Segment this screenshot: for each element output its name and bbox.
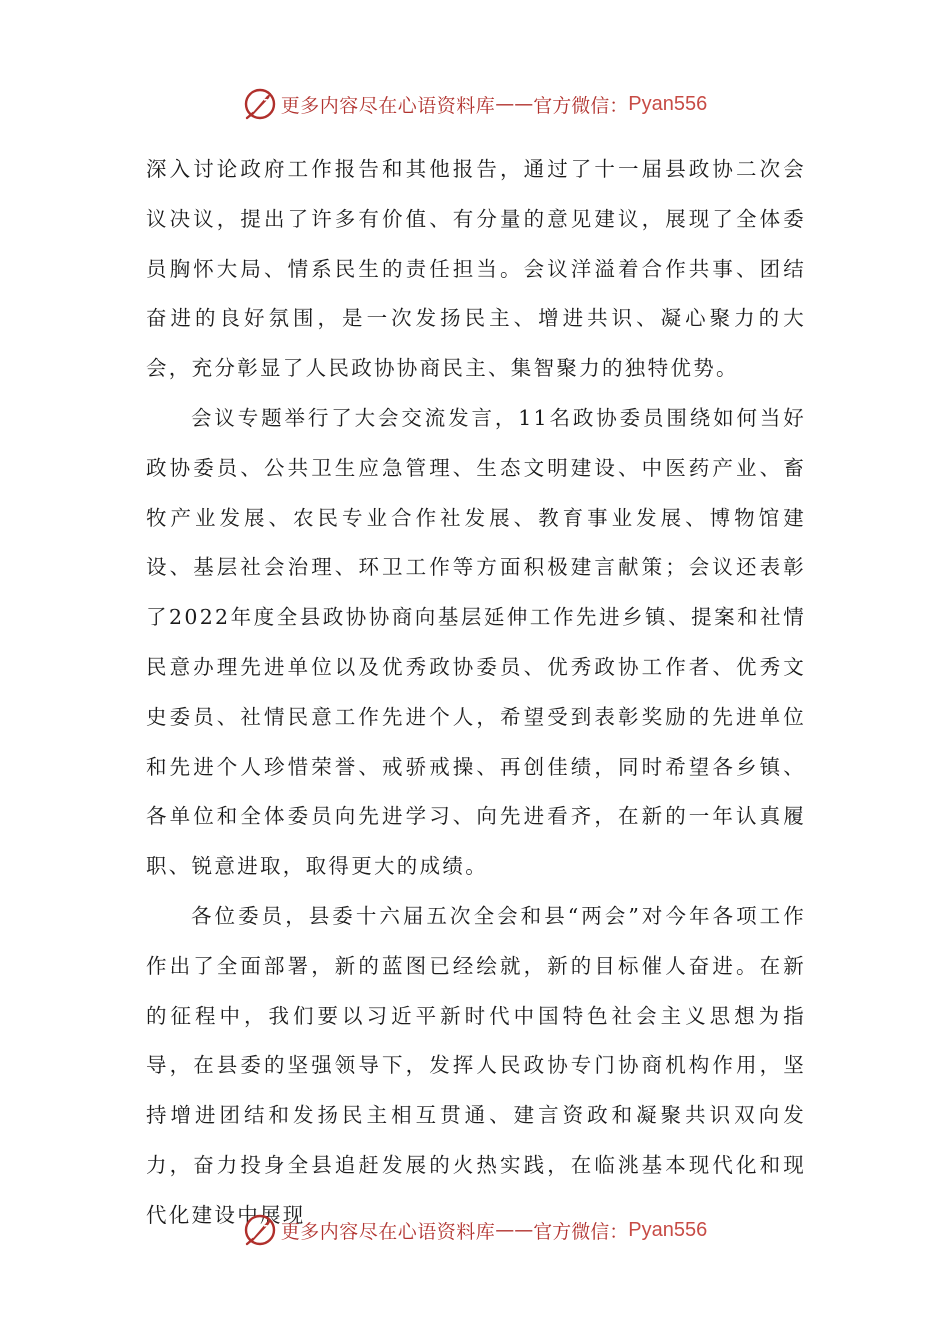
footer-banner — [0, 1210, 950, 1250]
header-wechat-label: 官方微信： — [533, 94, 629, 117]
quill-logo-icon — [243, 1213, 277, 1247]
header-brand-text: 更多内容尽在心语资料库 — [280, 94, 496, 117]
paragraph-2: 会议专题举行了大会交流发言，11名政协委员围绕如何当好政协委员、公共卫生应急管理、生态文明建设、中医药产业、畜牧产业发展、农民专业合作社发展、教育事业发展、博物馆建设、基层社会治理、环卫工作等方面积极建言献策；会议还表彰了2022年度全县政协协商向基层延伸工作先进乡镇、提案和社情民意办理先进单位以及优秀政协委员、优秀政协工作者、优秀文史委员、社情民意工作先进个人，希望受到表彰奖励的先进单位和先进个人珍惜荣誉、戒骄戒操、再创佳绩，同时希望各乡镇、各单位和全体委员向先进学习、向先进看齐，在新的一年认真履职、锐意进取，取得更大的成绩。 — [146, 405, 806, 879]
paragraph-3: 各位委员，县委十六届五次全会和县“两会”对今年各项工作作出了全面部署，新的蓝图已经绘就，新的目标催人奋进。在新的征程中，我们要以习近平新时代中国特色社会主义思想为指导，在县委的坚强领导下，发挥人民政协专门协商机构作用，坚持增进团结和发扬民主相互贯通、建言资政和凝聚共识双向发力，奋力投身全县追赶发展的火热实践，在临洮基本现代化和现代化建设中展现 — [146, 903, 806, 1227]
header-wechat-id: Pyan556 — [628, 92, 708, 115]
quill-logo-icon — [243, 87, 277, 121]
footer-brand-text: 更多内容尽在心语资料库 — [280, 1220, 496, 1243]
footer-wechat-label: 官方微信： — [533, 1220, 629, 1243]
header-banner — [0, 84, 950, 124]
footer-separator: —— — [495, 1219, 534, 1241]
footer-wechat-id: Pyan556 — [628, 1218, 708, 1241]
header-separator: —— — [495, 93, 534, 115]
document-body — [146, 145, 806, 1241]
paragraph-1: 深入讨论政府工作报告和其他报告，通过了十一届县政协二次会议决议，提出了许多有价值、有分量的意见建议，展现了全体委员胸怀大局、情系民生的责任担当。会议洋溢着合作共事、团结奋进的良好氛围，是一次发扬民主、增进共识、凝心聚力的大会，充分彰显了人民政协协商民主、集智聚力的独特优势。 — [146, 157, 806, 381]
